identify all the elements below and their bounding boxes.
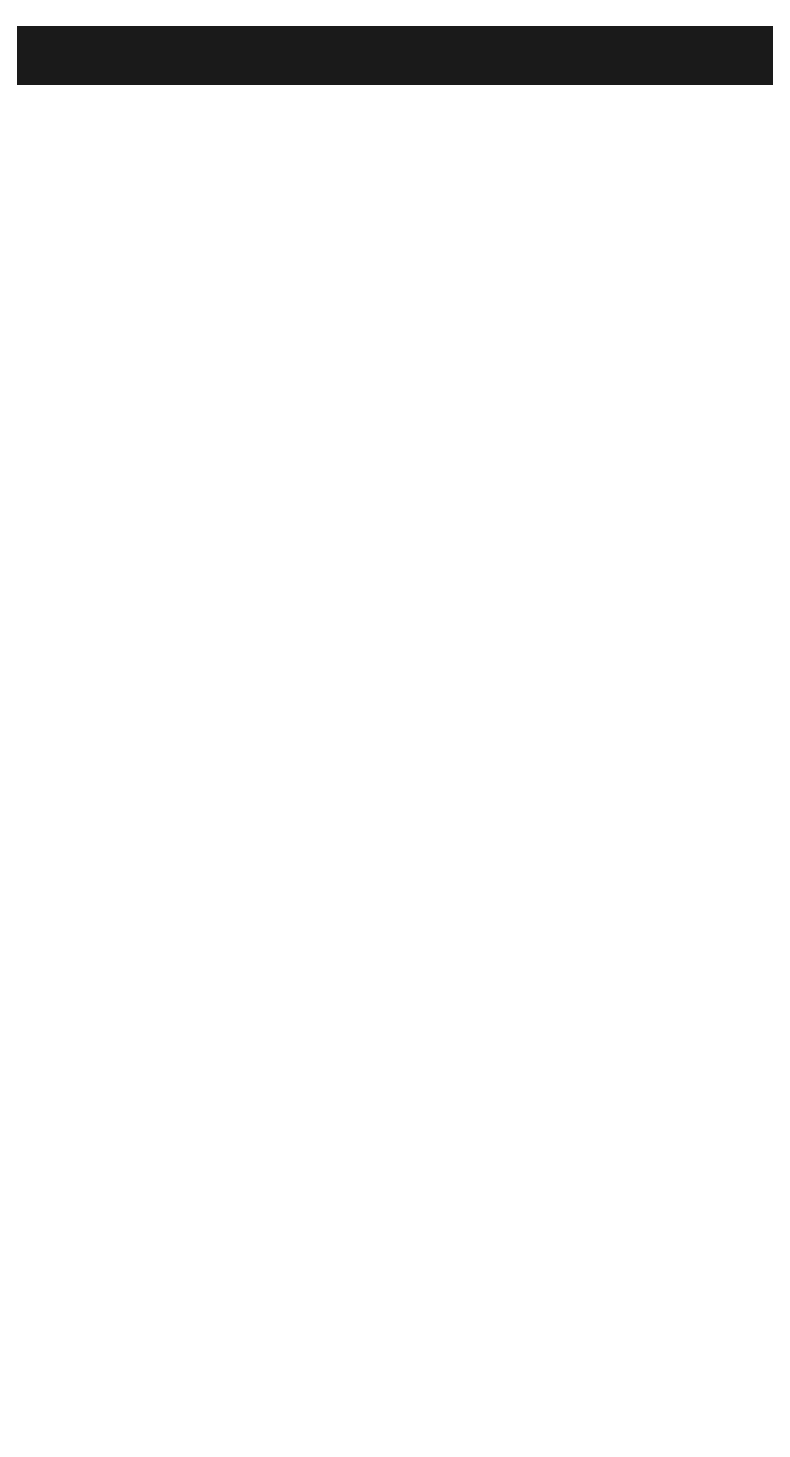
page-title-banner	[17, 26, 773, 85]
